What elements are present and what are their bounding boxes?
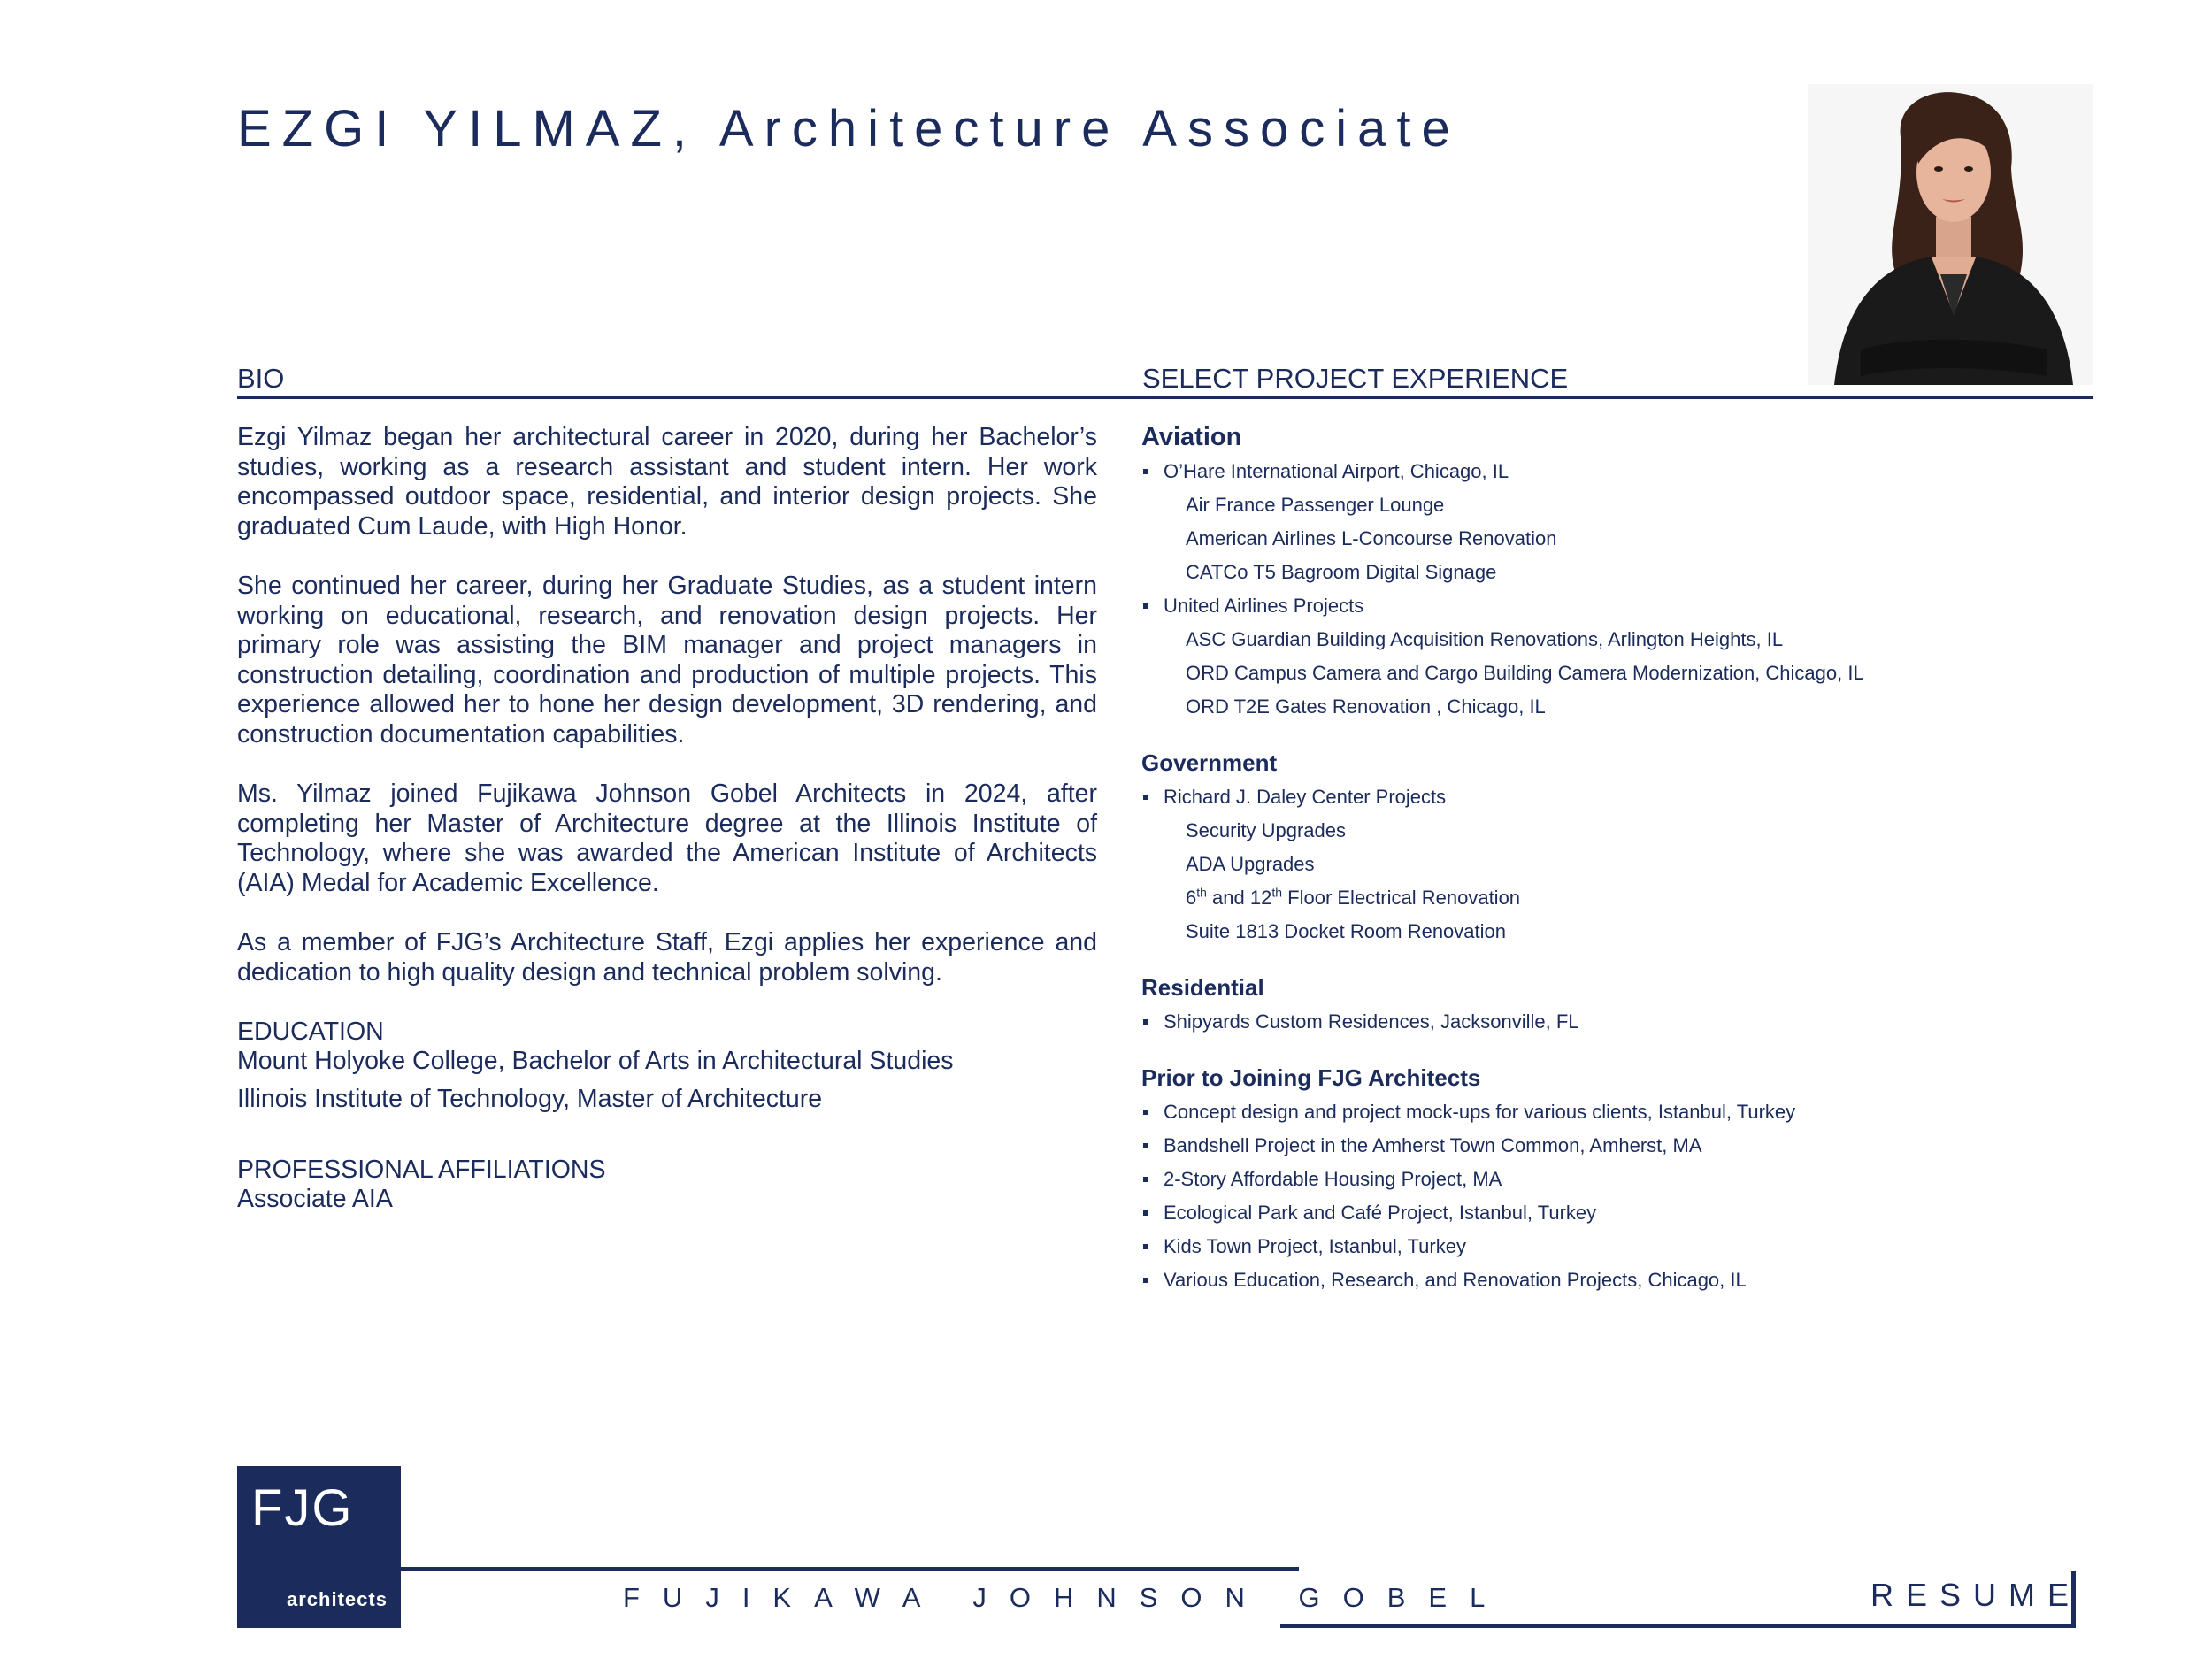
list-item: Concept design and project mock-ups for various clients, Istanbul, Turkey — [1141, 1095, 2097, 1129]
affiliation-item: Associate AIA — [237, 1185, 393, 1214]
residential-list — [1141, 1005, 2097, 1039]
education-item: Mount Holyoke College, Bachelor of Arts in Architectural Studies — [237, 1047, 954, 1076]
footer-rule — [1280, 1624, 2074, 1628]
list-item: ORD T2E Gates Renovation , Chicago, IL — [1186, 695, 1546, 718]
list-item: American Airlines L-Concourse Renovation — [1186, 527, 1557, 549]
list-item: ORD Campus Camera and Cargo Building Camera Modernization, Chicago, IL — [1186, 662, 1864, 684]
bio-paragraph: As a member of FJG’s Architecture Staff, Ezgi applies her experience and dedication to high quality design and technical problem solving. — [237, 928, 1097, 987]
logo-sub-text: architects — [287, 1588, 388, 1610]
bio-column — [237, 423, 1097, 1215]
list-item: United Airlines Projects — [1141, 589, 2097, 623]
list-item: CATCo T5 Bagroom Digital Signage — [1186, 561, 1497, 583]
list-item: Various Education, Research, and Renovation Projects, Chicago, IL — [1141, 1263, 2097, 1297]
list-item: ADA Upgrades — [1186, 853, 1315, 875]
list-item: Security Upgrades — [1186, 819, 1346, 841]
projects-column — [1141, 421, 2097, 1297]
ordinal-suffix: th — [1271, 885, 1283, 900]
page-title: EZGI YILMAZ, Architecture Associate — [237, 100, 1461, 157]
list-item: Air France Passenger Lounge — [1186, 494, 1445, 516]
list-item: Suite 1813 Docket Room Renovation — [1186, 920, 1506, 942]
section-divider — [237, 396, 2093, 399]
list-item: Richard J. Daley Center Projects — [1141, 780, 2097, 814]
floor-rest: Floor Electrical Renovation — [1282, 887, 1521, 909]
document-type-label: RESUME — [1870, 1577, 2082, 1613]
government-list — [1141, 780, 2097, 949]
list-item: 2-Story Affordable Housing Project, MA — [1141, 1163, 2097, 1196]
bio-heading: BIO — [237, 363, 285, 394]
portrait-illustration — [1808, 84, 2093, 385]
category-government: Government — [1141, 749, 1278, 776]
list-item: Shipyards Custom Residences, Jacksonville, FL — [1141, 1005, 2097, 1039]
bio-paragraph: Ezgi Yilmaz began her architectural career in 2020, during her Bachelor’s studies, working as a research assistant and student intern. Her work encompassed outdoor space, residential, and interior design projects. She graduated Cum Laude, with High Honor. — [237, 423, 1097, 541]
list-item — [1141, 881, 2097, 915]
list-item: Ecological Park and Café Project, Istanbul, Turkey — [1141, 1196, 2097, 1230]
floor-and: and 12 — [1206, 887, 1272, 909]
prior-list — [1141, 1095, 2097, 1297]
projects-heading: SELECT PROJECT EXPERIENCE — [1142, 363, 1569, 394]
floor-num: 6 — [1186, 887, 1197, 909]
footer-rule — [401, 1567, 1299, 1571]
bio-paragraph: She continued her career, during her Graduate Studies, as a student intern working on educational, research, and renovation design projects. Her primary role was assisting the BIM manager and project managers in construction detailing, coordination and production of multiple projects. This experience allowed her to hone her design development, 3D rendering, and construction documentation capabilities. — [237, 571, 1097, 749]
bio-paragraph: Ms. Yilmaz joined Fujikawa Johnson Gobel Architects in 2024, after completing her Master of Architecture degree at the Illinois Institute of Technology, where she was awarded the American Institute of Architects (AIA) Medal for Academic Excellence. — [237, 780, 1097, 897]
firm-name: FUJIKAWA JOHNSON GOBEL — [623, 1582, 1509, 1613]
category-residential: Residential — [1141, 974, 1264, 1001]
logo-main-text: FJG — [251, 1479, 354, 1537]
list-item: ASC Guardian Building Acquisition Renovations, Arlington Heights, IL — [1186, 628, 1784, 650]
fjg-logo — [237, 1466, 401, 1628]
list-item: Bandshell Project in the Amherst Town Common, Amherst, MA — [1141, 1129, 2097, 1163]
ordinal-suffix: th — [1196, 885, 1207, 900]
category-prior: Prior to Joining FJG Architects — [1141, 1064, 1481, 1091]
affiliations-heading: PROFESSIONAL AFFILIATIONS — [237, 1155, 606, 1184]
aviation-list — [1141, 455, 2097, 724]
portrait-photo — [1808, 84, 2093, 385]
list-item: O’Hare International Airport, Chicago, IL — [1141, 455, 2097, 488]
education-heading: EDUCATION — [237, 1017, 384, 1046]
education-item: Illinois Institute of Technology, Master of Architecture — [237, 1085, 823, 1114]
list-item: Kids Town Project, Istanbul, Turkey — [1141, 1230, 2097, 1263]
category-aviation: Aviation — [1141, 423, 1242, 451]
